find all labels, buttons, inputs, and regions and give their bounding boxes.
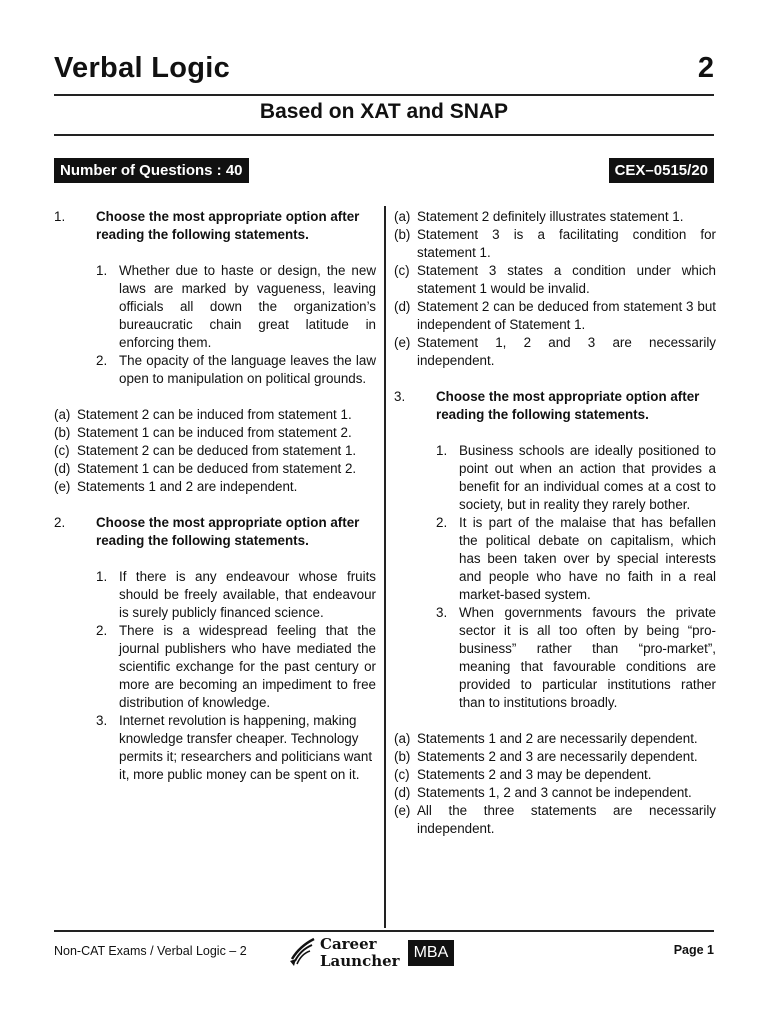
question-prompt: Choose the most appropriate option after reading the following statements. — [96, 515, 360, 548]
subtitle-rule — [54, 134, 714, 136]
question-1 — [54, 208, 376, 244]
statement-text: If there is any endeavour whose fruits should be freely available, that endeavour is surely publicly financed science. — [119, 569, 376, 620]
option-label: (a) — [54, 407, 71, 422]
statement — [96, 622, 376, 712]
statement-number: 2. — [436, 515, 448, 530]
option-c — [394, 766, 716, 784]
option-d — [54, 460, 376, 478]
statement-text: When governments favours the private sector it is all too often by being “pro-business” rather than “pro-market”, meaning that favourable conditions are provided to particular institutions rather than to institutions broadly. — [459, 605, 716, 710]
question-prompt: Choose the most appropriate option after reading the following statements. — [436, 389, 700, 422]
question-3 — [394, 388, 716, 424]
option-c — [394, 262, 716, 298]
statement — [436, 514, 716, 604]
logo-text — [320, 936, 400, 970]
option-text: Statement 2 can be deduced from statement 3 but independent of Statement 1. — [417, 299, 716, 332]
statement-number: 3. — [96, 713, 108, 728]
option-text: Statement 2 definitely illustrates statement 1. — [417, 209, 684, 224]
option-label: (c) — [394, 767, 410, 782]
option-e — [394, 334, 716, 370]
option-text: Statements 1, 2 and 3 cannot be independent. — [417, 785, 692, 800]
right-column — [394, 208, 716, 838]
option-label: (d) — [54, 461, 71, 476]
option-b — [394, 226, 716, 262]
footer-rule — [54, 930, 714, 932]
page-subtitle: Based on XAT and SNAP — [259, 100, 509, 123]
statement-text: The opacity of the language leaves the law open to manipulation on political grounds. — [119, 353, 376, 386]
statement — [436, 442, 716, 514]
option-label: (b) — [54, 425, 71, 440]
option-label: (e) — [54, 479, 71, 494]
statement-text: Whether due to haste or design, the new laws are marked by vagueness, leaving officials all down the organization’s bureaucratic chain great latitude in enforcing them. — [119, 263, 376, 350]
option-text: All the three statements are necessarily independent. — [417, 803, 716, 836]
option-text: Statement 2 can be induced from statement 1. — [77, 407, 352, 422]
option-label: (c) — [394, 263, 410, 278]
statement-text: There is a widespread feeling that the journal publishers who have mediated the scientific exchange for the past century or more are becoming an impediment to free distribution of knowledge. — [119, 623, 376, 710]
option-text: Statements 2 and 3 are necessarily dependent. — [417, 749, 698, 764]
option-a — [394, 730, 716, 748]
statement-text: Internet revolution is happening, making knowledge transfer cheaper. Technology permits it; researchers and politicians want it, more public money can be spent on it. — [119, 713, 373, 782]
option-a — [394, 208, 716, 226]
option-d — [394, 298, 716, 334]
question-number: 2. — [54, 515, 66, 530]
option-text: Statements 1 and 2 are independent. — [77, 479, 298, 494]
option-text: Statements 2 and 3 may be dependent. — [417, 767, 652, 782]
option-label: (a) — [394, 731, 411, 746]
statement-number: 2. — [96, 353, 108, 368]
column-divider — [384, 206, 386, 928]
question-2 — [54, 514, 376, 550]
option-d — [394, 784, 716, 802]
statement-number: 3. — [436, 605, 448, 620]
chapter-number: 2 — [697, 51, 714, 84]
option-label: (e) — [394, 335, 411, 350]
statement-text: Business schools are ideally positioned to point out when an action that provides a benefit for an individual comes at a cost to society, but in reality they rarely bother. — [459, 443, 716, 512]
option-c — [54, 442, 376, 460]
code-badge: CEX–0515/20 — [609, 158, 714, 183]
option-label: (d) — [394, 785, 411, 800]
footer-text: Non-CAT Exams / Verbal Logic – 2 — [54, 944, 247, 958]
logo-line-1: Career — [320, 935, 377, 953]
footer-page-number: Page 1 — [673, 943, 714, 957]
top-rule — [54, 94, 714, 96]
logo-line-2: Launcher — [320, 952, 400, 970]
statement — [96, 352, 376, 388]
title-row — [54, 48, 714, 88]
statement-number: 1. — [96, 569, 108, 584]
page-title: Verbal Logic — [54, 51, 231, 84]
statement — [436, 604, 716, 712]
option-e — [54, 478, 376, 496]
statement — [96, 712, 376, 784]
statement-number: 1. — [436, 443, 448, 458]
option-text: Statement 1 can be deduced from statement 2. — [77, 461, 357, 476]
statement-number: 1. — [96, 263, 108, 278]
option-text: Statement 3 is a facilitating condition for statement 1. — [417, 227, 716, 260]
statement — [96, 568, 376, 622]
option-b — [394, 748, 716, 766]
left-column — [54, 208, 376, 784]
option-e — [394, 802, 716, 838]
option-a — [54, 406, 376, 424]
statement — [96, 262, 376, 352]
option-label: (a) — [394, 209, 411, 224]
option-text: Statement 1 can be induced from statement 2. — [77, 425, 352, 440]
option-label: (d) — [394, 299, 411, 314]
option-label: (b) — [394, 749, 411, 764]
question-number: 1. — [54, 209, 66, 224]
question-number: 3. — [394, 389, 406, 404]
option-text: Statement 1, 2 and 3 are necessarily independent. — [417, 335, 716, 368]
career-launcher-logo — [288, 936, 454, 970]
option-label: (b) — [394, 227, 411, 242]
question-count-badge: Number of Questions : 40 — [54, 158, 249, 183]
option-text: Statements 1 and 2 are necessarily dependent. — [417, 731, 698, 746]
option-text: Statement 2 can be deduced from statement 1. — [77, 443, 357, 458]
launcher-swoosh-icon — [288, 937, 316, 969]
statement-number: 2. — [96, 623, 108, 638]
option-text: Statement 3 states a condition under which statement 1 would be invalid. — [417, 263, 716, 296]
option-label: (c) — [54, 443, 70, 458]
option-label: (e) — [394, 803, 411, 818]
question-prompt: Choose the most appropriate option after reading the following statements. — [96, 209, 360, 242]
mba-tag: MBA — [408, 940, 455, 966]
option-b — [54, 424, 376, 442]
statement-text: It is part of the malaise that has befallen the political debate on capitalism, which has been taken over by special interests and people who have no faith in a real market-based system. — [459, 515, 716, 602]
